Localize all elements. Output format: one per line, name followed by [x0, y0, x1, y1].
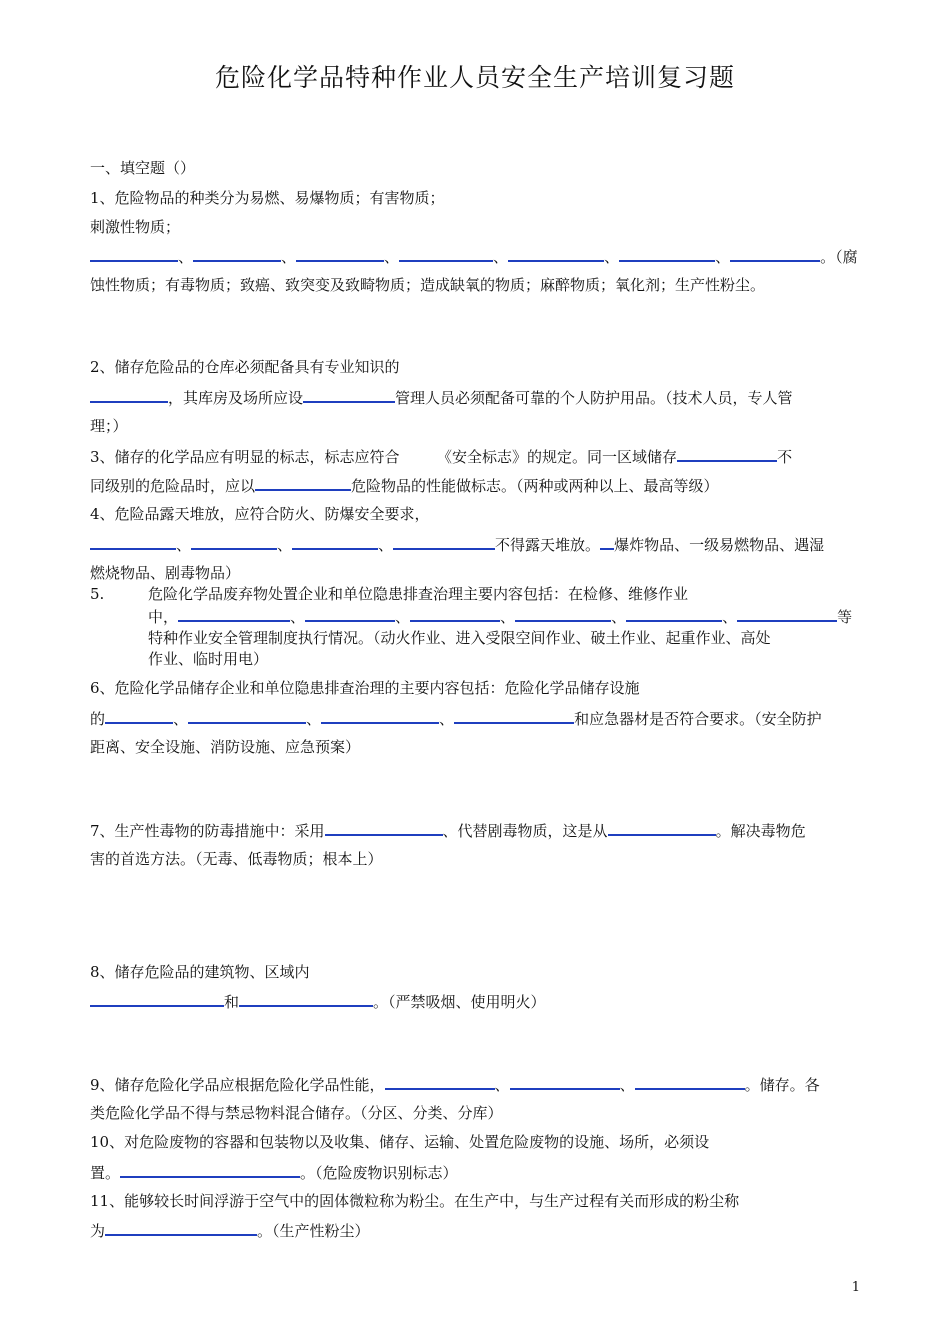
fill-in-blank[interactable] — [515, 606, 611, 622]
text-line: 11、能够较长时间浮游于空气中的固体微粒称为粉尘。在生产中，与生产过程有关而形成的粉尘称 — [90, 1192, 740, 1210]
fill-in-blank[interactable] — [90, 534, 176, 550]
fill-in-blank[interactable] — [191, 534, 277, 550]
text-segment: 和应急器材是否符合要求。（安全防护 — [574, 710, 822, 728]
text-segment: 、代替剧毒物质，这是从 — [442, 822, 608, 840]
fill-in-blank[interactable] — [303, 387, 395, 403]
text-segment: 、 — [611, 608, 627, 626]
text-segment: 的 — [90, 710, 106, 728]
text-segment: 危险物品的性能做标志。（两种或两种以上、最高等级） — [351, 477, 719, 495]
text-segment: 、 — [176, 536, 192, 554]
fill-in-blank[interactable] — [677, 446, 777, 462]
fill-in-blank[interactable] — [292, 534, 378, 550]
text-segment: 、 — [173, 710, 189, 728]
text-line — [90, 387, 793, 408]
text-segment: 。（严禁吸烟、使用明火） — [373, 993, 546, 1011]
text-line: 理；） — [90, 417, 128, 435]
fill-in-blank[interactable] — [410, 606, 500, 622]
text-line — [90, 991, 546, 1012]
page-number: 1 — [851, 1280, 860, 1295]
text-line — [90, 246, 858, 267]
text-line — [90, 1074, 820, 1095]
fill-in-blank[interactable] — [188, 708, 306, 724]
text-line — [90, 475, 719, 496]
text-segment: 和 — [224, 993, 240, 1011]
text-segment: 管理人员必须配备可靠的个人防护用品。（技术人员，专人管 — [395, 389, 793, 407]
text-line: 燃烧物品、剧毒物品） — [90, 564, 241, 582]
text-segment: ，其库房及场所应设 — [168, 389, 304, 407]
text-segment: 、 — [493, 248, 509, 266]
text-segment: 不 — [777, 448, 793, 466]
fill-in-blank[interactable] — [105, 1220, 257, 1236]
text-segment: 7、生产性毒物的防毒措施中：采用 — [90, 822, 325, 840]
text-segment: 9、储存危险化学品应根据危险化学品性能， — [90, 1076, 385, 1094]
text-line: 4、危险品露天堆放，应符合防火、防爆安全要求， — [90, 505, 430, 523]
fill-in-blank[interactable] — [600, 534, 614, 550]
fill-in-blank[interactable] — [305, 606, 395, 622]
text-segment: 、 — [722, 608, 738, 626]
text-segment: 、 — [277, 536, 293, 554]
text-segment: 中， — [148, 608, 179, 626]
text-line: 距离、安全设施、消防设施、应急预案） — [90, 738, 361, 756]
fill-in-blank[interactable] — [626, 606, 722, 622]
text-line: 5. — [90, 585, 105, 603]
text-line: 6、危险化学品储存企业和单位隐患排查治理的主要内容包括：危险化学品储存设施 — [90, 679, 640, 697]
text-segment: 。解决毒物危 — [715, 822, 806, 840]
text-line — [90, 708, 822, 729]
text-line — [90, 1220, 370, 1241]
fill-in-blank[interactable] — [737, 606, 837, 622]
fill-in-blank[interactable] — [325, 820, 443, 836]
text-line — [90, 820, 806, 841]
text-line: 2、储存危险品的仓库必须配备具有专业知识的 — [90, 358, 400, 376]
fill-in-blank[interactable] — [296, 246, 384, 262]
text-segment: 、 — [494, 1076, 510, 1094]
text-line — [148, 606, 852, 627]
text-segment: 3、储存的化学品应有明显的标志，标志应符合 《安全标志》的规定。同一区域储存 — [90, 448, 678, 466]
text-segment: 。（腐 — [820, 248, 858, 266]
text-segment: 。（危险废物识别标志） — [300, 1164, 458, 1182]
text-segment: 、 — [715, 248, 731, 266]
fill-in-blank[interactable] — [90, 991, 224, 1007]
fill-in-blank[interactable] — [239, 991, 373, 1007]
text-line: 危险化学品废弃物处置企业和单位隐患排查治理主要内容包括：在检修、维修作业 — [148, 585, 689, 603]
text-line: 刺激性物质； — [90, 218, 181, 236]
fill-in-blank[interactable] — [619, 246, 715, 262]
text-segment: 为 — [90, 1222, 106, 1240]
text-line: 害的首选方法。（无毒、低毒物质；根本上） — [90, 850, 383, 868]
fill-in-blank[interactable] — [608, 820, 716, 836]
fill-in-blank[interactable] — [90, 387, 168, 403]
text-line — [90, 446, 792, 467]
text-line: 一、填空题（） — [90, 159, 196, 177]
text-line: 蚀性物质；有毒物质；致癌、致突变及致畸物质；造成缺氧的物质；麻醉物质；氧化剂；生产性粉尘。 — [90, 276, 766, 294]
fill-in-blank[interactable] — [399, 246, 493, 262]
text-segment: 、 — [500, 608, 516, 626]
text-segment: 置。 — [90, 1164, 121, 1182]
text-segment: 等 — [837, 608, 853, 626]
fill-in-blank[interactable] — [321, 708, 439, 724]
text-segment: 、 — [604, 248, 620, 266]
text-line: 作业、临时用电） — [148, 650, 269, 668]
fill-in-blank[interactable] — [385, 1074, 495, 1090]
text-segment: 、 — [178, 248, 194, 266]
fill-in-blank[interactable] — [178, 606, 290, 622]
text-segment: 同级别的危险品时，应以 — [90, 477, 256, 495]
text-segment: 、 — [378, 536, 394, 554]
text-line: 10、对危险废物的容器和包装物以及收集、储存、运输、处置危险废物的设施、场所，必须设 — [90, 1133, 710, 1151]
fill-in-blank[interactable] — [90, 246, 178, 262]
fill-in-blank[interactable] — [508, 246, 604, 262]
text-segment: 。（生产性粉尘） — [257, 1222, 370, 1240]
text-segment: 、 — [439, 710, 455, 728]
text-segment: 、 — [306, 710, 322, 728]
fill-in-blank[interactable] — [635, 1074, 745, 1090]
fill-in-blank[interactable] — [255, 475, 351, 491]
fill-in-blank[interactable] — [393, 534, 495, 550]
fill-in-blank[interactable] — [510, 1074, 620, 1090]
fill-in-blank[interactable] — [730, 246, 820, 262]
text-line: 特种作业安全管理制度执行情况。（动火作业、进入受限空间作业、破土作业、起重作业、高处 — [148, 629, 771, 647]
text-segment: 、 — [290, 608, 306, 626]
text-segment: 、 — [281, 248, 297, 266]
text-line: 1、危险物品的种类分为易燃、易爆物质；有害物质； — [90, 189, 445, 207]
page-title: 危险化学品特种作业人员安全生产培训复习题 — [214, 63, 735, 92]
text-segment: 、 — [384, 248, 400, 266]
text-line — [90, 1162, 458, 1183]
text-segment: 爆炸物品、一级易燃物品、遇湿 — [614, 536, 825, 554]
fill-in-blank[interactable] — [454, 708, 574, 724]
text-segment: 、 — [619, 1076, 635, 1094]
text-segment: 、 — [395, 608, 411, 626]
text-line: 8、储存危险品的建筑物、区域内 — [90, 963, 310, 981]
text-line — [90, 534, 824, 555]
fill-in-blank[interactable] — [193, 246, 281, 262]
fill-in-blank[interactable] — [105, 708, 173, 724]
text-segment: 不得露天堆放。 — [495, 536, 601, 554]
text-segment: 。储存。各 — [744, 1076, 820, 1094]
text-line: 类危险化学品不得与禁忌物料混合储存。（分区、分类、分库） — [90, 1104, 503, 1122]
fill-in-blank[interactable] — [120, 1162, 300, 1178]
